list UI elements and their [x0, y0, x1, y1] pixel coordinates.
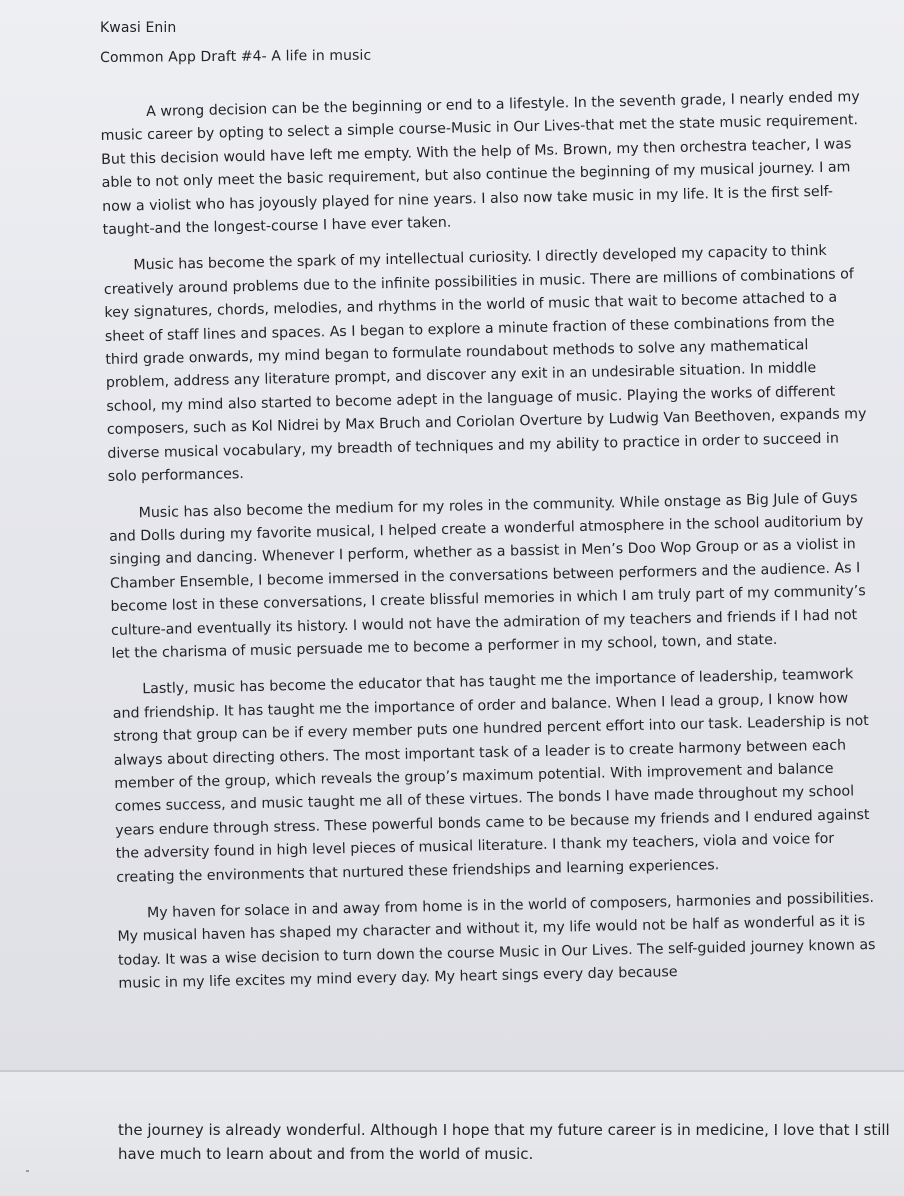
essay-continuation — [118, 1118, 898, 1166]
essay-paragraph-2: Music has become the spark of my intellectual curiosity. I directly developed my capacity to think creatively around problems due to the infinite possibilities in music. There are millions of combinations of key signatures, chords, melodies, and rhythms in the world of music that wait to become attached to a sheet of staff lines and spaces. As I began to explore a minute fraction of these combinations from the third grade onwards, my mind began to formulate roundabout methods to solve any mathematical problem, address any literature prompt, and discover any exit in an undesirable situation. In middle school, my mind also started to become adept in the language of music. Playing the works of different composers, such as Kol Nidrei by Max Bruch and Coriolan Overture by Ludwig Van Beethoven, expands my diverse musical vocabulary, my breadth of techniques and my ability to practice in order to succeed in solo performances. — [103, 243, 867, 486]
essay-body — [100, 86, 883, 1009]
essay-paragraph-3: Music has also become the medium for my roles in the community. While onstage as Big Jule of Guys and Dolls during my favorite musical, I helped create a wonderful atmosphere in the school auditorium by singing and dancing. Whenever I perform, whether as a bassist in Men’s Doo Wop Group or as a violist in Chamber Ensemble, I become immersed in the conversations between performers and the audience. As I become lost in these conversations, I create blissful memories in which I am truly part of my community’s culture-and eventually its history. I would not have the admiration of my teachers and friends if I had not let the charisma of music persuade me to become a performer in my school, town, and state. — [108, 489, 866, 662]
essay-paragraph-5: My haven for solace in and away from home is in the world of composers, harmonies and possibilities. My musical haven has shaped my character and without it, my life would not be half as wonderful as it is today. It was a wise decision to turn down the course Music in Our Lives. The self-guided journey known as music in my life excites my mind every day. My heart sings every day because — [117, 889, 876, 993]
continuation-paragraph: the journey is already wonderful. Although I hope that my future career is in medicine, I love that I still have much to learn about and from the world of music. — [118, 1121, 890, 1163]
essay-paragraph-4: Lastly, music has become the educator that has taught me the importance of leadership, teamwork and friendship. It has taught me the importance of order and balance. When I lead a group, I know how strong that group can be if every member puts one hundred percent effort into our task. Leadership is not always about directing others. The most important task of a leader is to create harmony between each member of the group, which reveals the group’s maximum potential. With improvement and balance comes success, and music taught me all of these virtues. The bonds I have made throughout my school years endure through stress. These powerful bonds came to be because my friends and I endured against the adversity found in high level pieces of musical literature. I thank my teachers, viola and voice for creating the environments that nurtured these friendships and learning experiences. — [112, 666, 870, 886]
paper-mark — [26, 1170, 29, 1172]
author-name: Kwasi Enin — [100, 20, 177, 36]
essay-paragraph-1: A wrong decision can be the beginning or end to a lifestyle. In the seventh grade, I nearly ended my music career by opting to select a simple course-Music in Our Lives-that met the state music requirement. But this decision would have left me empty. With the help of Ms. Brown, my then orchestra teacher, I was able to not only meet the basic requirement, but also continue the beginning of my musical journey. I am now a violist who has joyously played for nine years. I also now take music in my life. It is the first self-taught-and the longest-course I have ever taken. — [100, 89, 860, 239]
essay-title: Common App Draft #4- A life in music — [100, 47, 372, 66]
